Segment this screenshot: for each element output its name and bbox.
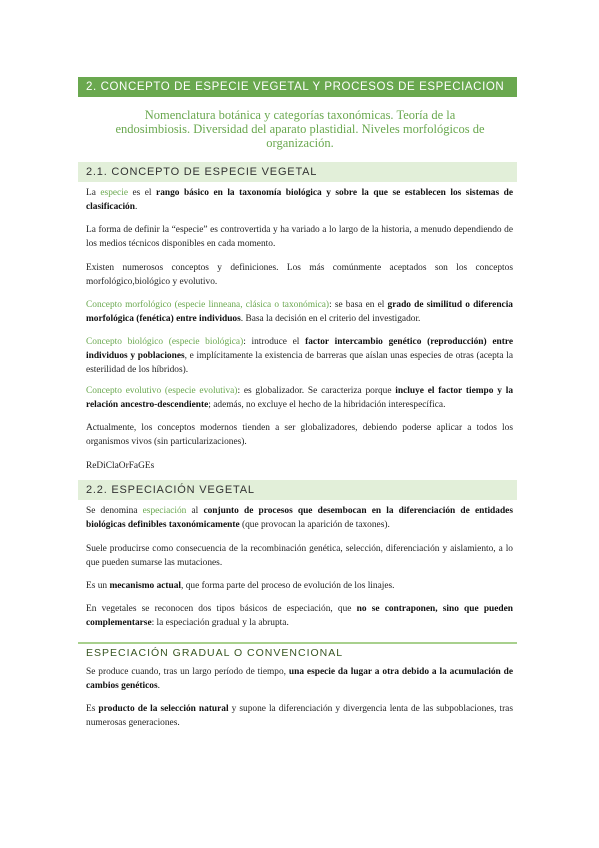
paragraph-concepts: Existen numerosos conceptos y definiciones. Los más comúnmente aceptados son los conceptos morfológico,biológico y evolutivo. [86,263,513,287]
highlight-term: especiación [142,506,187,516]
text-run: (que provocan la aparición de taxones). [239,520,390,530]
bold-text: grado de similitud o diferencia morfológica (fenética) entre individuos [86,300,513,324]
text-run: Es un [86,581,110,591]
text-run: : introduce el [243,337,306,347]
chapter-subtitle: Nomenclatura botánica y categorías taxonómicas. Teoría de la endosimbiosis. Diversidad del aparato plastidial. Niveles morfológicos de organización. [115,108,485,150]
bold-text: conjunto de procesos que desembocan en la diferenciación de entidades biológicas definibles taxonómicamente [86,506,513,530]
paragraph-morphological-concept [86,298,513,326]
text-run: . Basa la decisión en el criterio del investigador. [240,314,421,324]
text-run: Es [86,704,99,714]
text-run: En vegetales se reconocen dos tipos básicos de especiación, que [86,604,357,614]
paragraph-two-types [86,602,513,630]
section-divider [78,642,517,644]
highlight-term: Concepto biológico (especie biológica) [86,337,244,347]
highlight-term: Concepto morfológico (especie linneana, clásica o taxonómica) [86,300,330,310]
paragraph-mechanism [86,579,513,593]
bold-text: rango básico en la taxonomía biológica y sobre la que se establecen los sistemas de clasificación [86,188,513,212]
subsection-heading-gradual: ESPECIACIÓN GRADUAL O CONVENCIONAL [86,647,344,659]
bold-text: incluye el factor tiempo y la relación ancestro-descendiente [86,386,513,410]
text-run: Se denomina [86,506,143,516]
bold-text: una especie da lugar a otra debido a la acumulación de cambios genéticos [86,667,513,691]
paragraph-biological-concept [86,335,513,377]
paragraph-gradual-definition [86,665,513,693]
highlight-term: especie [100,188,128,198]
paragraph-especiacion-definition [86,504,513,532]
bold-text: factor intercambio genético (reproducción) entre individuos y poblaciones [86,337,513,361]
section-heading-2-1: 2.1. CONCEPTO DE ESPECIE VEGETAL [78,162,517,182]
mnemonic-text: ReDiClaOrFaGEs [86,461,155,471]
text-run: : la especiación gradual y la abrupta. [151,618,289,628]
text-run: es el [127,188,157,198]
paragraph-definition-history: La forma de definir la “especie” es controvertida y ha variado a lo largo de la historia, a menudo dependiendo de los medios técnicos disponibles en cada momento. [86,225,513,249]
text-run: , que forma parte del proceso de evolución de los linajes. [181,581,395,591]
paragraph-recombination: Suele producirse como consecuencia de la recombinación genética, selección, diferenciación y aislamiento, a lo que pueden sumarse las mutaciones. [86,544,513,568]
section-heading-2-2: 2.2. ESPECIACIÓN VEGETAL [78,480,517,500]
bold-text: producto de la selección natural [98,704,229,714]
bold-text: no se contraponen, sino que pueden complementarse [86,604,513,628]
paragraph-natural-selection [86,702,513,730]
chapter-title: 2. CONCEPTO DE ESPECIE VEGETAL Y PROCESOS DE ESPECIACION [78,77,517,97]
paragraph-evolutionary-concept [86,384,513,412]
text-run: : se basa en el [329,300,388,310]
text-run: . [134,202,138,212]
paragraph-especie-definition [86,186,513,214]
text-run: La [86,188,101,198]
paragraph-modern-concepts: Actualmente, los conceptos modernos tienden a ser globalizadores, debiendo poderse aplicar a todos los organismos vivos (sin particularizaciones). [86,423,513,447]
bold-text: mecanismo actual [109,581,182,591]
text-run: ; además, no excluye el hecho de la hibridación interespecífica. [208,400,446,410]
text-run: Se produce cuando, tras un largo período de tiempo, [86,667,289,677]
text-run: , e implícitamente la existencia de barreras que aíslan unas especies de otras (acepta la esterilidad de los híbridos). [86,351,513,375]
text-run: : es globalizador. Se caracteriza porque [237,386,396,396]
text-run: al [186,506,204,516]
text-run: . [157,681,160,691]
text-run: y supone la diferenciación y divergencia lenta de las subpoblaciones, tras numerosas generaciones. [86,704,513,728]
highlight-term: Concepto evolutivo (especie evolutiva) [86,386,238,396]
